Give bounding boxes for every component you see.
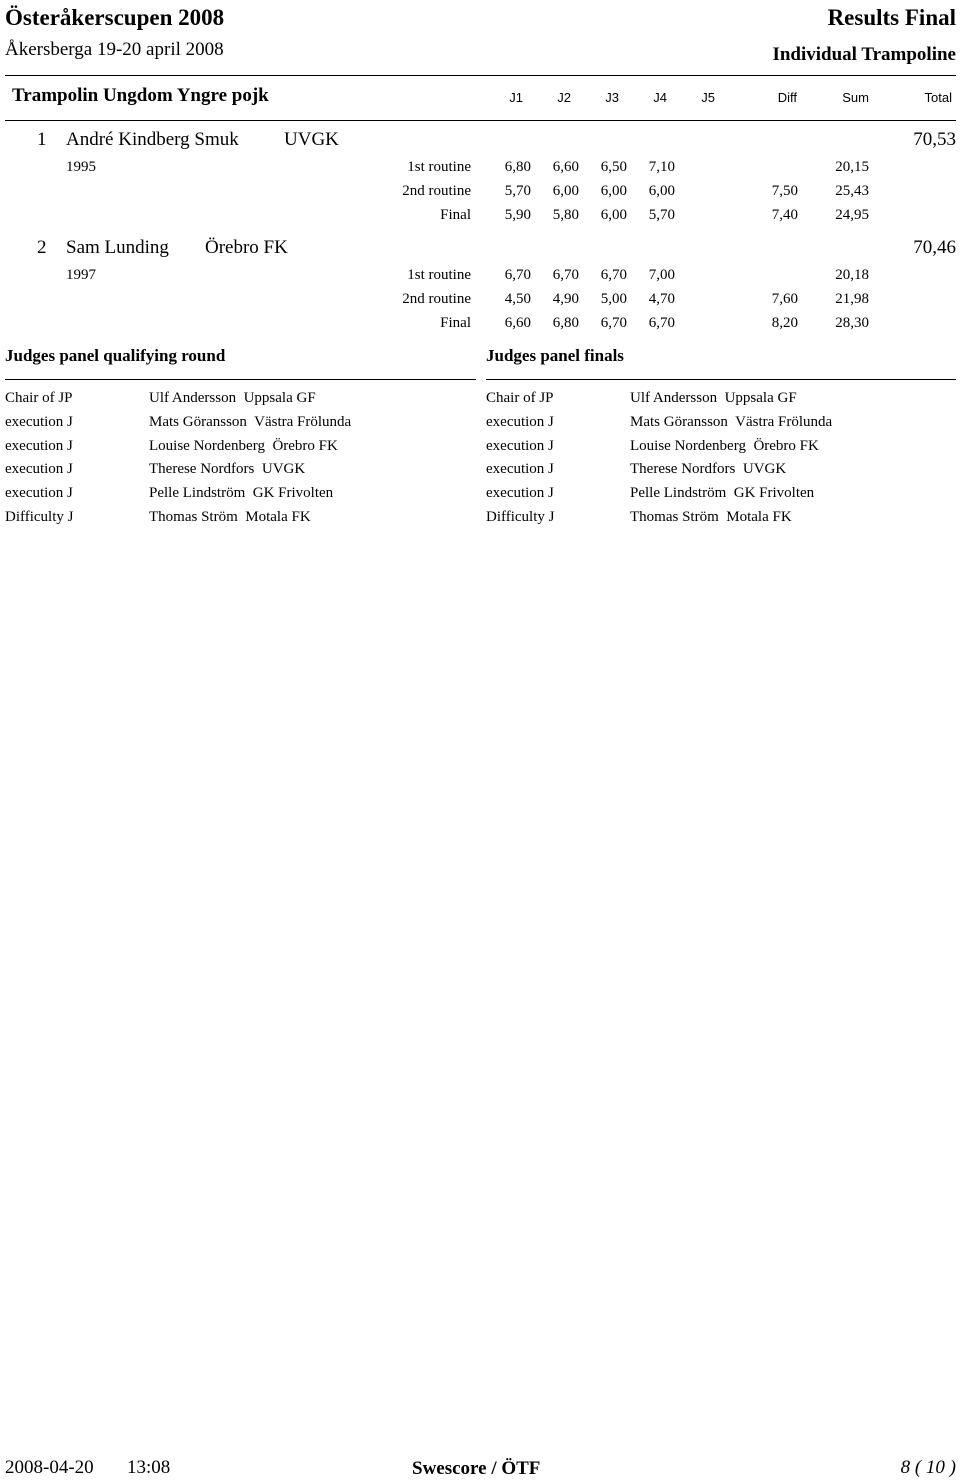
judge-name: Therese Nordfors UVGK: [149, 461, 306, 477]
routine-label: 1st routine: [407, 267, 471, 283]
judge-role: execution J: [486, 461, 554, 477]
judge-role: execution J: [486, 485, 554, 501]
score-sum: 21,98: [835, 291, 869, 307]
routine-label: 1st routine: [407, 159, 471, 175]
judge-role: execution J: [5, 438, 73, 454]
athlete-name: André Kindberg Smuk: [66, 129, 239, 150]
score-sum: 28,30: [835, 315, 869, 331]
col-header-j3: J3: [605, 90, 619, 105]
col-header-sum: Sum: [842, 90, 869, 105]
finals-panel-title: Judges panel finals: [486, 346, 624, 365]
score-j3: 6,70: [600, 267, 627, 283]
judge-name: Thomas Ström Motala FK: [149, 509, 311, 525]
score-sum: 20,15: [835, 159, 869, 175]
location-date: Åkersberga 19-20 april 2008: [5, 39, 224, 60]
results-label: Results Final: [827, 5, 956, 30]
judge-role: Difficulty J: [486, 509, 555, 525]
score-j3: 6,70: [600, 315, 627, 331]
score-diff: 7,60: [771, 291, 798, 307]
footer-page-number: 8 ( 10 ): [900, 1457, 956, 1478]
judge-name: Ulf Andersson Uppsala GF: [630, 390, 797, 406]
athlete-rank: 1: [37, 129, 47, 150]
judge-name: Therese Nordfors UVGK: [630, 461, 787, 477]
score-j3: 5,00: [600, 291, 627, 307]
col-header-j4: J4: [653, 90, 667, 105]
score-j1: 5,90: [504, 207, 531, 223]
score-j4: 6,70: [648, 315, 675, 331]
athlete-total: 70,53: [913, 129, 956, 150]
athlete-name: Sam Lunding: [66, 237, 169, 258]
score-sum: 20,18: [835, 267, 869, 283]
athlete-club: UVGK: [284, 129, 339, 150]
score-j3: 6,50: [600, 159, 627, 175]
score-sum: 24,95: [835, 207, 869, 223]
score-j4: 4,70: [648, 291, 675, 307]
col-header-diff: Diff: [777, 90, 797, 105]
judge-name: Louise Nordenberg Örebro FK: [149, 438, 338, 454]
score-j2: 5,80: [552, 207, 579, 223]
header-bottom-rule: [5, 120, 956, 121]
col-header-j1: J1: [509, 90, 523, 105]
judge-name: Thomas Ström Motala FK: [630, 509, 792, 525]
score-j1: 4,50: [504, 291, 531, 307]
judge-role: Difficulty J: [5, 509, 74, 525]
score-diff: 7,40: [771, 207, 798, 223]
col-header-j2: J2: [557, 90, 571, 105]
judge-name: Pelle Lindström GK Frivolten: [149, 485, 334, 501]
judge-role: execution J: [486, 438, 554, 454]
footer-time: 13:08: [127, 1457, 171, 1478]
routine-label: Final: [440, 207, 471, 223]
score-j2: 6,60: [552, 159, 579, 175]
athlete-total: 70,46: [913, 237, 956, 258]
score-j4: 6,00: [648, 183, 675, 199]
score-j2: 6,80: [552, 315, 579, 331]
judge-name: Pelle Lindström GK Frivolten: [630, 485, 815, 501]
score-diff: 7,50: [771, 183, 798, 199]
header-top-rule: [5, 75, 956, 76]
score-j2: 4,90: [552, 291, 579, 307]
routine-label: Final: [440, 315, 471, 331]
judge-name: Mats Göransson Västra Frölunda: [149, 414, 352, 430]
col-header-total: Total: [924, 90, 952, 105]
footer-software: Swescore / ÖTF: [412, 1458, 541, 1479]
routine-label: 2nd routine: [402, 183, 471, 199]
judge-role: execution J: [5, 414, 73, 430]
footer-date: 2008-04-20: [5, 1457, 94, 1478]
judge-role: execution J: [5, 485, 73, 501]
score-diff: 8,20: [771, 315, 798, 331]
score-j1: 6,80: [504, 159, 531, 175]
athlete-rank: 2: [37, 237, 47, 258]
judge-name: Mats Göransson Västra Frölunda: [630, 414, 833, 430]
col-header-j5: J5: [701, 90, 715, 105]
finals-panel-rule: [486, 379, 956, 380]
qualifying-panel-title: Judges panel qualifying round: [5, 346, 226, 365]
score-j2: 6,00: [552, 183, 579, 199]
routine-label: 2nd routine: [402, 291, 471, 307]
score-sum: 25,43: [835, 183, 869, 199]
category-title: Trampolin Ungdom Yngre pojk: [12, 85, 269, 106]
judge-role: Chair of JP: [486, 390, 554, 406]
score-j1: 5,70: [504, 183, 531, 199]
judge-role: Chair of JP: [5, 390, 73, 406]
judge-role: execution J: [5, 461, 73, 477]
score-j4: 7,10: [648, 159, 675, 175]
judge-role: execution J: [486, 414, 554, 430]
judge-name: Ulf Andersson Uppsala GF: [149, 390, 316, 406]
score-j3: 6,00: [600, 183, 627, 199]
score-j3: 6,00: [600, 207, 627, 223]
score-j1: 6,70: [504, 267, 531, 283]
score-j4: 5,70: [648, 207, 675, 223]
qualifying-panel-rule: [5, 379, 476, 380]
judge-name: Louise Nordenberg Örebro FK: [630, 438, 819, 454]
score-j4: 7,00: [648, 267, 675, 283]
score-j2: 6,70: [552, 267, 579, 283]
score-j1: 6,60: [504, 315, 531, 331]
athlete-birth-year: 1997: [66, 267, 96, 283]
athlete-birth-year: 1995: [66, 159, 96, 175]
event-title: Österåkerscupen 2008: [5, 5, 225, 30]
athlete-club: Örebro FK: [205, 237, 288, 258]
discipline-label: Individual Trampoline: [772, 44, 956, 65]
